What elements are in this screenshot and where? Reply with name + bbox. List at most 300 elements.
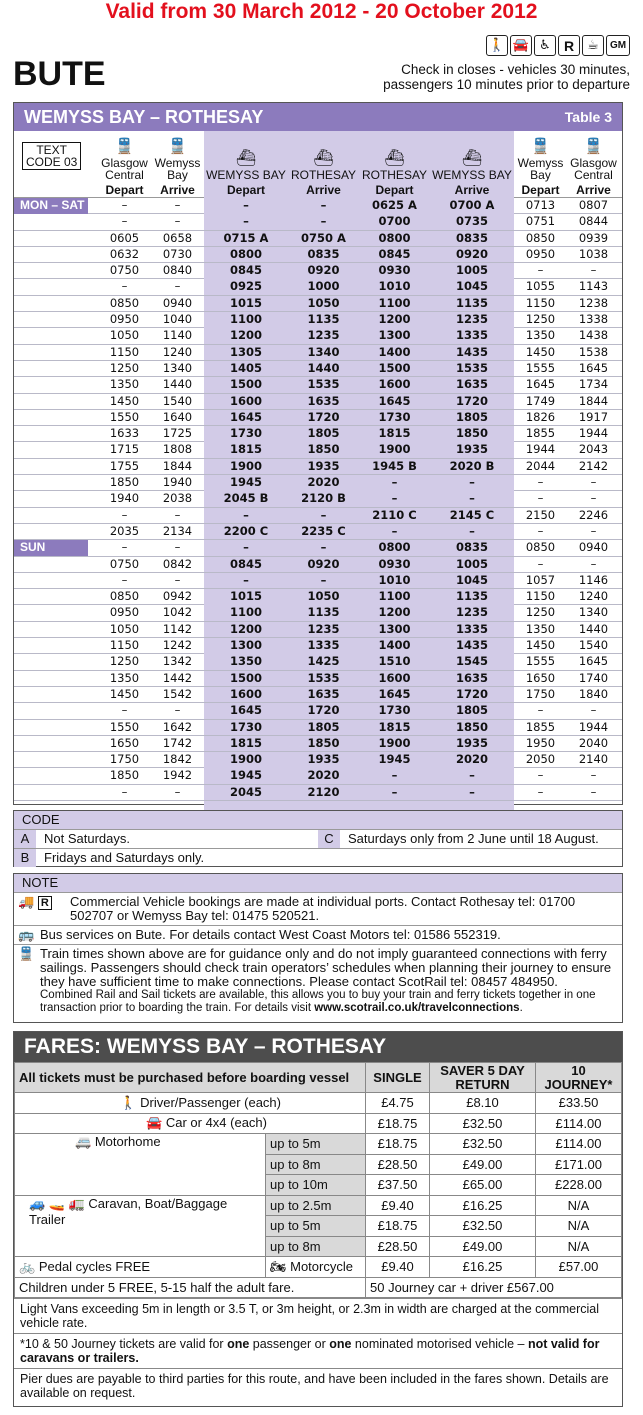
fare-row-motorhome-2: up to 8m £28.50 £49.00 £171.00 xyxy=(15,1154,622,1175)
time-cell: 1435 xyxy=(430,638,514,654)
time-cell: 1805 xyxy=(430,703,514,719)
timetable-body xyxy=(14,198,622,817)
time-cell: – xyxy=(537,784,544,799)
time-cell: 1015 xyxy=(204,589,288,605)
row-day-label xyxy=(14,736,98,752)
time-cell: – xyxy=(121,540,128,555)
time-cell: 2020 B xyxy=(430,459,514,475)
time-cell: 1050 xyxy=(109,621,140,636)
time-cell: 1250 xyxy=(525,312,556,327)
time-cell: 1850 xyxy=(109,768,140,783)
table-row xyxy=(14,557,622,573)
time-cell: 0920 xyxy=(288,557,359,573)
car-icon: 🚘 xyxy=(146,1115,166,1131)
bus-icon: 🚌 xyxy=(18,927,35,942)
text-code: TEXT CODE 03 xyxy=(14,131,98,183)
col-rothesay-depart: ⛴ ROTHESAY xyxy=(359,131,430,183)
time-cell: – xyxy=(288,198,359,214)
ferry-icon: ⛴ xyxy=(313,150,334,167)
row-day-label xyxy=(14,671,98,687)
time-cell: – xyxy=(590,523,597,538)
time-cell: 1150 xyxy=(525,589,556,604)
col-rothesay-arrive: ⛴ ROTHESAY xyxy=(288,131,359,183)
row-day-label xyxy=(14,231,98,247)
time-cell: 0939 xyxy=(578,230,609,245)
time-cell: 1235 xyxy=(288,328,359,344)
table-row xyxy=(14,377,622,393)
table-row xyxy=(14,768,622,784)
time-cell: – xyxy=(288,573,359,589)
motorcycle-icon: 🏍 xyxy=(270,1258,291,1274)
time-cell: 1235 xyxy=(430,605,514,621)
time-cell: 0940 xyxy=(162,295,193,310)
time-cell: – xyxy=(121,214,128,229)
time-cell: 0920 xyxy=(430,247,514,263)
row-day-label xyxy=(14,410,98,426)
time-cell: – xyxy=(174,279,181,294)
row-day-label xyxy=(14,638,98,654)
time-cell: 0845 xyxy=(359,247,430,263)
table-row xyxy=(14,231,622,247)
note-bus: Bus services on Bute. For details contact West Coast Motors tel: 01586 552319. xyxy=(40,927,501,942)
time-cell: 1808 xyxy=(162,442,193,457)
time-cell: 0735 xyxy=(430,214,514,230)
time-cell: 1235 xyxy=(288,622,359,638)
time-cell: – xyxy=(121,198,128,212)
time-cell: 1535 xyxy=(288,377,359,393)
gm-icon: GM xyxy=(606,35,630,56)
motorhome-icon: 🚐 xyxy=(75,1134,95,1149)
time-cell: 1335 xyxy=(430,622,514,638)
row-day-label xyxy=(14,687,98,703)
time-cell: 1555 xyxy=(525,360,556,375)
fare-row-caravan-1: 🚙 🚤 🚛 Caravan, Boat/Baggage Trailer up to 2.5m £9.40 £16.25 N/A xyxy=(15,1195,622,1216)
time-cell: 2035 xyxy=(109,523,140,538)
time-cell: – xyxy=(174,703,181,718)
time-cell: – xyxy=(590,475,597,490)
table-row xyxy=(14,312,622,328)
time-cell: 2142 xyxy=(578,458,609,473)
time-cell: – xyxy=(288,540,359,556)
time-cell: – xyxy=(590,263,597,278)
col-wemyss-bay-arrive: ⛴ WEMYSS BAY xyxy=(430,131,514,183)
table-row xyxy=(14,247,622,263)
time-cell: 2020 xyxy=(288,768,359,784)
time-cell: 1940 xyxy=(109,491,140,506)
row-day-label xyxy=(14,622,98,638)
code-c-text: Saturdays only from 2 June until 18 August. xyxy=(348,831,599,846)
row-day-label xyxy=(14,214,98,230)
table-row xyxy=(14,263,622,279)
time-cell: 1300 xyxy=(359,622,430,638)
note-train: Train times shown above are for guidance only and do not imply guaranteed connections with ferry sailings. Passengers should check train operators’ schedules when planning their journey to ensure they have sufficient time to make connections. Please contact ScotRail tel: 08457 484950. xyxy=(40,946,612,989)
time-cell: 1235 xyxy=(430,312,514,328)
time-cell: 0950 xyxy=(109,605,140,620)
fares-section xyxy=(13,1031,623,1407)
fare-row-cycles-motorcycle: 🚲 Pedal cycles FREE 🏍 Motorcycle £9.40 £16.25 £57.00 xyxy=(15,1257,622,1278)
time-cell: 1642 xyxy=(162,719,193,734)
time-cell: 1150 xyxy=(109,638,140,653)
time-cell: 1650 xyxy=(109,735,140,750)
time-cell: 1935 xyxy=(430,736,514,752)
time-cell: – xyxy=(537,768,544,783)
time-cell: – xyxy=(359,785,430,801)
row-day-label xyxy=(14,557,98,573)
time-cell: 1720 xyxy=(288,410,359,426)
time-cell: 1200 xyxy=(359,312,430,328)
table-row xyxy=(14,540,622,556)
time-cell: 0715 A xyxy=(204,231,288,247)
time-cell: 1005 xyxy=(430,557,514,573)
time-cell: 0850 xyxy=(525,540,556,555)
time-cell: 2045 xyxy=(204,785,288,801)
time-cell: 2020 xyxy=(430,752,514,768)
walker-icon: 🚶 xyxy=(120,1094,141,1110)
table-row xyxy=(14,475,622,491)
time-cell: 1540 xyxy=(578,638,609,653)
time-cell: 0842 xyxy=(162,556,193,571)
time-cell: 1730 xyxy=(359,410,430,426)
time-cell: 0930 xyxy=(359,557,430,573)
code-b-text: Fridays and Saturdays only. xyxy=(44,850,205,865)
time-cell: 1755 xyxy=(109,458,140,473)
table-row xyxy=(14,654,622,670)
time-cell: 1815 xyxy=(359,720,430,736)
time-cell: 0700 xyxy=(359,214,430,230)
time-cell: 1442 xyxy=(162,670,193,685)
time-cell: 0840 xyxy=(162,263,193,278)
row-day-label xyxy=(14,394,98,410)
tea-icon: ☕ xyxy=(582,35,604,56)
time-cell: 0850 xyxy=(109,295,140,310)
row-day-label xyxy=(14,589,98,605)
time-cell: 1725 xyxy=(162,426,193,441)
time-cell: 0950 xyxy=(525,246,556,261)
time-cell: 0700 A xyxy=(430,198,514,214)
time-cell: 0920 xyxy=(288,263,359,279)
time-cell: 2200 C xyxy=(204,524,288,540)
car-icon: 🚘 xyxy=(510,35,532,56)
time-cell: 1635 xyxy=(430,671,514,687)
time-cell: 1050 xyxy=(288,296,359,312)
train-icon: 🚆 xyxy=(18,946,35,961)
time-cell: 1600 xyxy=(204,394,288,410)
time-cell: – xyxy=(537,263,544,278)
train-icon: 🚆 xyxy=(168,138,187,155)
time-cell: 1010 xyxy=(359,279,430,295)
time-cell: 1635 xyxy=(288,394,359,410)
time-cell: 1545 xyxy=(430,654,514,670)
time-cell: 0950 xyxy=(109,312,140,327)
fares-table: All tickets must be purchased before boarding vessel SINGLE SAVER 5 DAY RETURN 10 JOURNEY* 🚶 Driver/Passenger (each) £4.75 £8.10 £33.50 🚘 Car or 4x4 (each) £18.75 £32.50 £114.00 🚐 Motorhome up to 5m £18.75 £32.50 £114.00 up to 8m £28.50 £49.00 £171.00 up to 10m £37.50 £65.00 £228.00 🚙 🚤 🚛 Caravan, Boat/Baggage Trailer up to 2.5m £9.40 £16.25 N/A up to 5m £18.75 £32.50 N/A up to 8m £28.50 £49.00 N/A 🚲 Pedal cycles FREE 🏍 Motorcycle £9.40 £16.25 £57.00 Children under 5 FREE, 5-15 half the adult fare. 50 Journey car + driver £567.00 xyxy=(14,1062,622,1298)
time-cell: 1945 xyxy=(359,752,430,768)
fare-row-children: Children under 5 FREE, 5-15 half the adult fare. 50 Journey car + driver £567.00 xyxy=(15,1277,622,1298)
time-cell: 1340 xyxy=(162,360,193,375)
time-cell: 2040 xyxy=(578,735,609,750)
time-cell: 1749 xyxy=(525,393,556,408)
fare-row-car: 🚘 Car or 4x4 (each) £18.75 £32.50 £114.00 xyxy=(15,1113,622,1134)
time-cell: 1350 xyxy=(109,670,140,685)
time-cell: 1842 xyxy=(162,752,193,767)
page-title: BUTE xyxy=(13,55,106,93)
time-cell: – xyxy=(359,475,430,491)
time-cell: 1940 xyxy=(162,475,193,490)
time-cell: 1850 xyxy=(288,736,359,752)
fare-row-caravan-3: up to 8m £28.50 £49.00 N/A xyxy=(15,1236,622,1257)
time-cell: – xyxy=(204,214,288,230)
time-cell: – xyxy=(430,524,514,540)
time-cell: 1146 xyxy=(578,572,609,587)
row-day-label xyxy=(14,720,98,736)
fares-title: FARES: WEMYSS BAY – ROTHESAY xyxy=(14,1032,622,1062)
table-row xyxy=(14,752,622,768)
time-cell: 0751 xyxy=(525,214,556,229)
time-cell: 1440 xyxy=(162,377,193,392)
time-cell: 1135 xyxy=(430,296,514,312)
time-cell: 0940 xyxy=(578,540,609,555)
time-cell: 1250 xyxy=(525,605,556,620)
table-row xyxy=(14,573,622,589)
table-row xyxy=(14,459,622,475)
time-cell: 1340 xyxy=(578,605,609,620)
row-day-label xyxy=(14,296,98,312)
time-cell: 1633 xyxy=(109,426,140,441)
time-cell: – xyxy=(590,784,597,799)
time-cell: 1935 xyxy=(288,459,359,475)
time-cell: 0750 A xyxy=(288,231,359,247)
time-cell: 1510 xyxy=(359,654,430,670)
time-cell: 1917 xyxy=(578,409,609,424)
table-number: Table 3 xyxy=(564,109,612,125)
time-cell: 1730 xyxy=(204,720,288,736)
timetable-header xyxy=(14,103,622,131)
notes: NOTE 🚚 R Commercial Vehicle bookings are made at individual ports. Contact Rothesay tel: 01700 502707 or Wemyss Bay tel: 01475 520521. 🚌 Bus services on Bute. For details contact West Coast Motors tel: 01586 552319. 🚆 Train times shown above are for guidance only and do not imply guaranteed connections with ferry sailings. Passengers should check train operators’ schedules when planning their journey to ensure they have sufficient time to make connections. Please contact ScotRail tel: 08457 484950. Combined Rail and Sail tickets are available, this allows you to buy your train and ferry tickets together in one transaction prior to boarding the train. For details visit www.scotrail.co.uk/travelconnections. xyxy=(13,873,623,1023)
time-cell: 1250 xyxy=(109,654,140,669)
table-row xyxy=(14,491,622,507)
caravan-boat-trailer-icon: 🚙 🚤 🚛 xyxy=(29,1195,89,1211)
time-cell: 2020 xyxy=(288,475,359,491)
time-cell: 0845 xyxy=(204,263,288,279)
time-cell: 1500 xyxy=(204,671,288,687)
row-day-label xyxy=(14,279,98,295)
time-cell: 1600 xyxy=(359,377,430,393)
time-cell: 1645 xyxy=(359,394,430,410)
time-cell: 1450 xyxy=(109,686,140,701)
time-cell: 1826 xyxy=(525,409,556,424)
time-cell: 1645 xyxy=(204,410,288,426)
time-cell: 1238 xyxy=(578,295,609,310)
time-cell: 0605 xyxy=(109,230,140,245)
time-cell: 1740 xyxy=(578,670,609,685)
table-row xyxy=(14,296,622,312)
time-cell: 1720 xyxy=(288,703,359,719)
row-day-label xyxy=(14,426,98,442)
time-cell: – xyxy=(121,784,128,799)
time-cell: 1945 B xyxy=(359,459,430,475)
ferry-icon: ⛴ xyxy=(235,150,257,167)
time-cell: 1844 xyxy=(162,458,193,473)
time-cell: 1730 xyxy=(204,426,288,442)
time-cell: 0835 xyxy=(430,231,514,247)
time-cell: 1135 xyxy=(430,589,514,605)
time-cell: 1305 xyxy=(204,345,288,361)
time-cell: – xyxy=(121,703,128,718)
column-headers xyxy=(14,131,622,183)
time-cell: 2038 xyxy=(162,491,193,506)
scotrail-link[interactable]: www.scotrail.co.uk/travelconnections xyxy=(314,1002,520,1014)
time-cell: 0658 xyxy=(162,230,193,245)
time-cell: 1200 xyxy=(204,328,288,344)
table-row xyxy=(14,687,622,703)
table-row xyxy=(14,394,622,410)
time-cell: – xyxy=(537,703,544,718)
time-cell: – xyxy=(537,556,544,571)
route-title: WEMYSS BAY – ROTHESAY xyxy=(24,106,264,127)
time-cell: 1015 xyxy=(204,296,288,312)
time-cell: 1450 xyxy=(525,344,556,359)
time-cell: – xyxy=(590,768,597,783)
time-cell: 1850 xyxy=(288,442,359,458)
time-cell: 2043 xyxy=(578,442,609,457)
fare-row-caravan-2: up to 5m £18.75 £32.50 N/A xyxy=(15,1216,622,1237)
code-b-key: B xyxy=(14,849,36,867)
note-commercial: Commercial Vehicle bookings are made at individual ports. Contact Rothesay tel: 01700 502707 or Wemyss Bay tel: 01475 520521. xyxy=(70,894,576,923)
time-cell: 1944 xyxy=(525,442,556,457)
row-day-label xyxy=(14,703,98,719)
time-cell: – xyxy=(121,279,128,294)
time-cell: 1342 xyxy=(162,654,193,669)
table-row xyxy=(14,410,622,426)
table-row xyxy=(14,426,622,442)
table-row xyxy=(14,328,622,344)
train-icon: 🚆 xyxy=(115,138,134,155)
col-wemyss-arrive: 🚆 Wemyss Bay xyxy=(154,138,201,182)
time-cell: – xyxy=(174,214,181,229)
time-cell: 1935 xyxy=(430,442,514,458)
row-day-label xyxy=(14,361,98,377)
row-day-label: SUN xyxy=(14,540,88,556)
table-row xyxy=(14,605,622,621)
row-day-label xyxy=(14,312,98,328)
time-cell: – xyxy=(430,768,514,784)
train-icon: 🚆 xyxy=(531,138,550,155)
time-cell: 2134 xyxy=(162,523,193,538)
row-day-label xyxy=(14,785,98,801)
time-cell: – xyxy=(121,572,128,587)
time-cell: 1650 xyxy=(525,670,556,685)
time-cell: 1555 xyxy=(525,654,556,669)
wheelchair-icon: ♿ xyxy=(534,35,556,56)
time-cell: 1100 xyxy=(359,296,430,312)
time-cell: 0800 xyxy=(359,231,430,247)
time-cell: 1715 xyxy=(109,442,140,457)
time-cell: 0925 xyxy=(204,279,288,295)
time-cell: – xyxy=(359,768,430,784)
time-cell: 1635 xyxy=(288,687,359,703)
time-cell: 1500 xyxy=(359,361,430,377)
time-cell: 1425 xyxy=(288,654,359,670)
time-cell: 2110 C xyxy=(359,508,430,524)
note-title: NOTE xyxy=(14,874,622,892)
time-cell: 2050 xyxy=(525,752,556,767)
row-day-label xyxy=(14,345,98,361)
time-cell: – xyxy=(174,540,181,555)
time-cell: – xyxy=(121,507,128,522)
time-cell: 1150 xyxy=(525,295,556,310)
fares-note-vans: Light Vans exceeding 5m in length or 3.5 T, or 3m height, or 2.3m in width are charged at the commercial vehicle rate. xyxy=(14,1298,622,1333)
time-cell: 1250 xyxy=(109,360,140,375)
time-cell: 1140 xyxy=(162,328,193,343)
row-day-label xyxy=(14,247,98,263)
time-cell: 1340 xyxy=(288,345,359,361)
row-day-label xyxy=(14,524,98,540)
time-cell: 1500 xyxy=(204,377,288,393)
table-row xyxy=(14,589,622,605)
time-cell: – xyxy=(288,508,359,524)
time-cell: 1645 xyxy=(578,654,609,669)
time-cell: 1538 xyxy=(578,344,609,359)
time-cell: – xyxy=(430,475,514,491)
time-cell: 1550 xyxy=(109,719,140,734)
row-day-label xyxy=(14,442,98,458)
time-cell: 1350 xyxy=(109,377,140,392)
time-cell: 0835 xyxy=(288,247,359,263)
time-cell: 1855 xyxy=(525,719,556,734)
time-cell: 1300 xyxy=(359,328,430,344)
train-icon: 🚆 xyxy=(584,138,603,155)
time-cell: 1645 xyxy=(204,703,288,719)
time-cell: 1730 xyxy=(359,703,430,719)
time-cell: 1100 xyxy=(204,312,288,328)
time-cell: 1944 xyxy=(578,719,609,734)
time-cell: – xyxy=(430,491,514,507)
time-cell: 1050 xyxy=(288,589,359,605)
time-cell: 2246 xyxy=(578,507,609,522)
time-cell: 1405 xyxy=(204,361,288,377)
time-cell: 1435 xyxy=(430,345,514,361)
row-day-label xyxy=(14,328,98,344)
time-cell: 1900 xyxy=(204,459,288,475)
table-row xyxy=(14,345,622,361)
time-cell: 0730 xyxy=(162,246,193,261)
time-cell: 1600 xyxy=(359,671,430,687)
time-cell: – xyxy=(174,198,181,212)
table-row xyxy=(14,671,622,687)
time-cell: 1645 xyxy=(578,360,609,375)
time-cell: 1600 xyxy=(204,687,288,703)
col-wemyss-bay-depart: ⛴ WEMYSS BAY xyxy=(204,131,288,183)
time-cell: 1142 xyxy=(162,621,193,636)
row-day-label xyxy=(14,263,98,279)
walker-icon: 🚶 xyxy=(486,35,508,56)
time-cell: 1143 xyxy=(578,279,609,294)
reservation-icon: R xyxy=(558,35,580,56)
time-cell: 1350 xyxy=(204,654,288,670)
fare-row-motorhome-1: 🚐 Motorhome up to 5m £18.75 £32.50 £114.00 xyxy=(15,1134,622,1155)
time-cell: 1300 xyxy=(204,638,288,654)
table-row xyxy=(14,279,622,295)
time-cell: 1042 xyxy=(162,605,193,620)
time-cell: 0800 xyxy=(359,540,430,556)
time-cell: 1742 xyxy=(162,735,193,750)
time-cell: 1242 xyxy=(162,638,193,653)
table-row xyxy=(14,720,622,736)
fare-row-motorhome-3: up to 10m £37.50 £65.00 £228.00 xyxy=(15,1175,622,1196)
time-cell: – xyxy=(537,523,544,538)
time-cell: 1100 xyxy=(359,589,430,605)
time-cell: – xyxy=(288,214,359,230)
time-cell: 1805 xyxy=(430,410,514,426)
